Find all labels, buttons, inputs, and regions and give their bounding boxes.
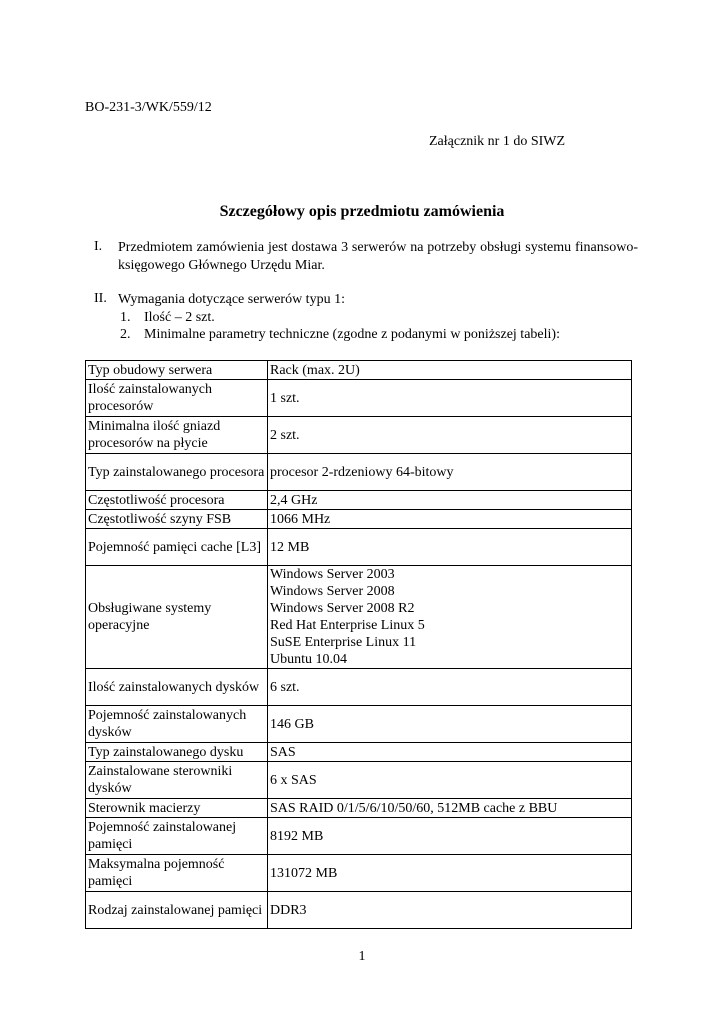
section-number: II. xyxy=(94,291,107,306)
table-row xyxy=(86,669,632,706)
section-1 xyxy=(85,239,638,275)
parameter-value: Windows Server 2003 xyxy=(270,567,395,582)
parameter-value-cell xyxy=(268,380,632,417)
section-text: Wymagania dotyczące serwerów typu 1: xyxy=(118,292,345,307)
parameter-name-cell: Ilość zainstalowanych dysków xyxy=(86,669,268,706)
list-item-text: Minimalne parametry techniczne (zgodne z podanymi w poniższej tabeli): xyxy=(144,327,560,342)
parameter-value-cell xyxy=(268,566,632,669)
list-item xyxy=(118,309,638,326)
specification-table xyxy=(85,360,632,929)
parameter-name-cell: Rodzaj zainstalowanej pamięci xyxy=(86,892,268,929)
table-row xyxy=(86,529,632,566)
parameter-name-cell: Maksymalna pojemność pamięci xyxy=(86,855,268,892)
parameter-name-cell: Typ obudowy serwera xyxy=(86,361,268,380)
annex-label: Załącznik nr 1 do SIWZ xyxy=(429,134,566,149)
table-row xyxy=(86,491,632,510)
table-row xyxy=(86,380,632,417)
section-text: Przedmiotem zamówienia jest dostawa 3 serwerów na potrzeby obsługi systemu finansowo-księgowego Głównego Urzędu Miar. xyxy=(118,240,638,273)
parameter-name-cell: Obsługiwane systemy operacyjne xyxy=(86,566,268,669)
parameter-value: DDR3 xyxy=(270,902,307,918)
parameter-value: Ubuntu 10.04 xyxy=(270,652,347,667)
table-row xyxy=(86,361,632,380)
parameter-value: Rack (max. 2U) xyxy=(270,362,360,378)
table-row xyxy=(86,743,632,762)
parameter-value-cell xyxy=(268,892,632,929)
section-number: I. xyxy=(94,239,103,254)
parameter-value: 2,4 GHz xyxy=(270,492,318,508)
parameter-name-cell: Minimalna ilość gniazd procesorów na płycie xyxy=(86,417,268,454)
parameter-value-cell xyxy=(268,361,632,380)
table-row xyxy=(86,799,632,818)
list-item-number: 1. xyxy=(120,310,131,325)
parameter-value: 146 GB xyxy=(270,716,314,732)
parameter-value-cell xyxy=(268,762,632,799)
parameter-value: 1 szt. xyxy=(270,390,300,406)
parameter-value: Windows Server 2008 R2 xyxy=(270,601,415,616)
parameter-value-cell xyxy=(268,454,632,491)
table-row xyxy=(86,762,632,799)
parameter-value: 131072 MB xyxy=(270,865,338,881)
parameter-value: Red Hat Enterprise Linux 5 xyxy=(270,618,425,633)
parameter-name-cell: Pojemność zainstalowanych dysków xyxy=(86,706,268,743)
parameter-value: SAS RAID 0/1/5/6/10/50/60, 512MB cache z BBU xyxy=(270,800,558,816)
parameter-name-cell: Pojemność zainstalowanej pamięci xyxy=(86,818,268,855)
parameter-value-cell xyxy=(268,743,632,762)
parameter-value: SuSE Enterprise Linux 11 xyxy=(270,635,417,650)
parameter-name-cell: Typ zainstalowanego procesora xyxy=(86,454,268,491)
parameter-value: 2 szt. xyxy=(270,427,300,443)
table-row xyxy=(86,566,632,669)
parameter-value: Windows Server 2008 xyxy=(270,584,395,599)
parameter-name-cell: Częstotliwość szyny FSB xyxy=(86,510,268,529)
parameter-value: 8192 MB xyxy=(270,828,324,844)
table-row xyxy=(86,855,632,892)
parameter-value-cell xyxy=(268,510,632,529)
parameter-name-cell: Zainstalowane sterowniki dysków xyxy=(86,762,268,799)
parameter-value-cell xyxy=(268,855,632,892)
parameter-value-cell xyxy=(268,491,632,510)
list-item-number: 2. xyxy=(120,327,131,342)
parameter-name-cell: Ilość zainstalowanych procesorów xyxy=(86,380,268,417)
parameter-name-cell: Sterownik macierzy xyxy=(86,799,268,818)
parameter-value-cell xyxy=(268,529,632,566)
table-row xyxy=(86,454,632,491)
parameter-value: 1066 MHz xyxy=(270,511,331,527)
parameter-value-cell xyxy=(268,669,632,706)
parameter-value-cell xyxy=(268,706,632,743)
parameter-value-cell xyxy=(268,417,632,454)
table-row xyxy=(86,892,632,929)
document-reference-number: BO-231-3/WK/559/12 xyxy=(85,100,212,115)
table-row xyxy=(86,818,632,855)
parameter-value: 6 x SAS xyxy=(270,772,317,788)
parameter-value-cell xyxy=(268,799,632,818)
parameter-value: procesor 2-rdzeniowy 64-bitowy xyxy=(270,464,454,480)
parameter-name-cell: Typ zainstalowanego dysku xyxy=(86,743,268,762)
parameter-name-cell: Pojemność pamięci cache [L3] xyxy=(86,529,268,566)
table-row xyxy=(86,417,632,454)
table-row xyxy=(86,706,632,743)
page-title: Szczegółowy opis przedmiotu zamówienia xyxy=(219,203,505,220)
parameter-name-cell: Częstotliwość procesora xyxy=(86,491,268,510)
parameter-value: 6 szt. xyxy=(270,679,300,695)
table-row xyxy=(86,510,632,529)
parameter-value-cell xyxy=(268,818,632,855)
parameter-value: 12 MB xyxy=(270,539,310,555)
list-item xyxy=(118,326,638,343)
specification-table-body xyxy=(86,361,632,929)
page-number: 1 xyxy=(358,949,366,964)
parameter-value: SAS xyxy=(270,744,296,760)
section-2 xyxy=(85,291,638,343)
list-item-text: Ilość – 2 szt. xyxy=(144,310,215,325)
